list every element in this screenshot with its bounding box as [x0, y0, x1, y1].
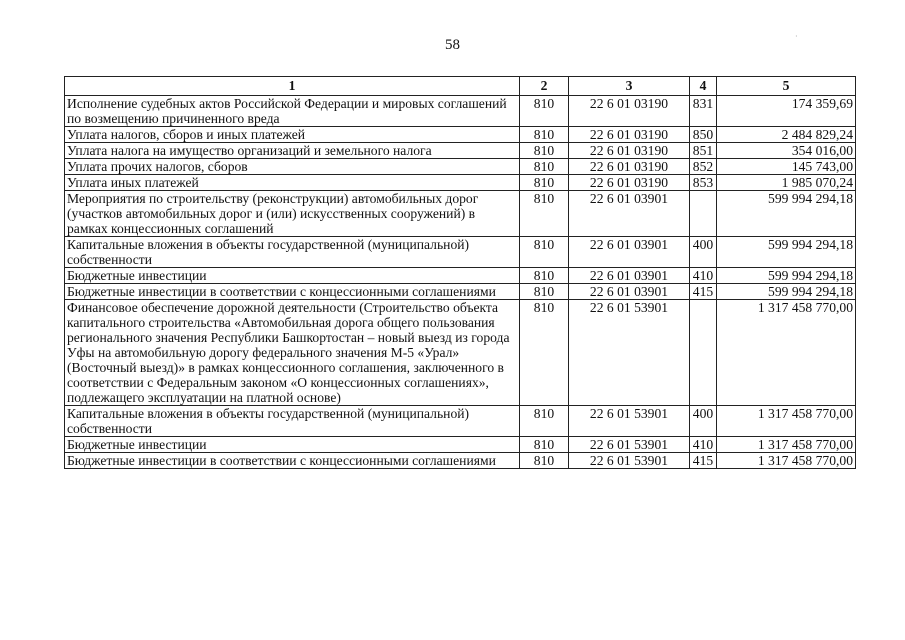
row-name-cell: Уплата налога на имущество организаций и земельного налога — [65, 143, 520, 159]
row-amount-cell: 354 016,00 — [717, 143, 856, 159]
table-row — [65, 300, 856, 406]
row-code-cell: 810 — [520, 284, 569, 300]
row-type-cell: 852 — [690, 159, 717, 175]
row-article-cell: 22 6 01 03901 — [569, 237, 690, 268]
row-article-cell: 22 6 01 03190 — [569, 159, 690, 175]
row-article-cell: 22 6 01 03190 — [569, 127, 690, 143]
row-code-cell: 810 — [520, 143, 569, 159]
row-name-cell: Капитальные вложения в объекты государственной (муниципальной) собственности — [65, 406, 520, 437]
row-amount-cell: 599 994 294,18 — [717, 268, 856, 284]
row-code-cell: 810 — [520, 191, 569, 237]
table-row — [65, 453, 856, 469]
row-type-cell: 415 — [690, 284, 717, 300]
table-row — [65, 237, 856, 268]
row-type-cell: 415 — [690, 453, 717, 469]
row-type-cell: 851 — [690, 143, 717, 159]
row-code-cell: 810 — [520, 96, 569, 127]
row-code-cell: 810 — [520, 437, 569, 453]
table-header — [65, 77, 856, 96]
row-type-cell: 410 — [690, 437, 717, 453]
row-type-cell — [690, 191, 717, 237]
table-row — [65, 175, 856, 191]
table-row — [65, 284, 856, 300]
row-type-cell: 850 — [690, 127, 717, 143]
row-amount-cell: 1 317 458 770,00 — [717, 406, 856, 437]
row-article-cell: 22 6 01 53901 — [569, 300, 690, 406]
header-col-3: 3 — [569, 77, 690, 96]
row-article-cell: 22 6 01 03190 — [569, 96, 690, 127]
row-type-cell: 853 — [690, 175, 717, 191]
row-code-cell: 810 — [520, 268, 569, 284]
table-row — [65, 143, 856, 159]
row-amount-cell: 1 317 458 770,00 — [717, 437, 856, 453]
header-row — [65, 77, 856, 96]
row-amount-cell: 2 484 829,24 — [717, 127, 856, 143]
row-name-cell: Исполнение судебных актов Российской Федерации и мировых соглашений по возмещению причиненного вреда — [65, 96, 520, 127]
row-code-cell: 810 — [520, 453, 569, 469]
row-code-cell: 810 — [520, 406, 569, 437]
row-article-cell: 22 6 01 03190 — [569, 143, 690, 159]
row-name-cell: Бюджетные инвестиции в соответствии с концессионными соглашениями — [65, 284, 520, 300]
row-code-cell: 810 — [520, 175, 569, 191]
row-name-cell: Бюджетные инвестиции — [65, 268, 520, 284]
table-row — [65, 127, 856, 143]
row-amount-cell: 599 994 294,18 — [717, 237, 856, 268]
row-code-cell: 810 — [520, 237, 569, 268]
row-amount-cell: 174 359,69 — [717, 96, 856, 127]
row-amount-cell: 1 317 458 770,00 — [717, 453, 856, 469]
row-type-cell: 400 — [690, 237, 717, 268]
row-name-cell: Уплата иных платежей — [65, 175, 520, 191]
row-name-cell: Уплата налогов, сборов и иных платежей — [65, 127, 520, 143]
row-name-cell: Капитальные вложения в объекты государственной (муниципальной) собственности — [65, 237, 520, 268]
row-type-cell: 400 — [690, 406, 717, 437]
table-row — [65, 268, 856, 284]
row-amount-cell: 145 743,00 — [717, 159, 856, 175]
row-article-cell: 22 6 01 03901 — [569, 284, 690, 300]
header-col-1: 1 — [65, 77, 520, 96]
row-name-cell: Бюджетные инвестиции — [65, 437, 520, 453]
row-amount-cell: 599 994 294,18 — [717, 191, 856, 237]
row-article-cell: 22 6 01 03901 — [569, 191, 690, 237]
row-code-cell: 810 — [520, 127, 569, 143]
row-amount-cell: 599 994 294,18 — [717, 284, 856, 300]
row-name-cell: Бюджетные инвестиции в соответствии с концессионными соглашениями — [65, 453, 520, 469]
row-name-cell: Финансовое обеспечение дорожной деятельности (Строительство объекта капитального строительства «Автомобильная дорога общего пользования регионального значения Республики Башкортостан – новый выезд из города Уфы на автомобильную дорогу федерального значения М-5 «Урал» (Восточный выезд)» в рамках концессионного соглашения, заключенного в соответствии с Федеральным законом «О концессионных соглашениях», подлежащего эксплуатации на платной основе) — [65, 300, 520, 406]
table-row — [65, 406, 856, 437]
table-row — [65, 191, 856, 237]
budget-table — [64, 76, 856, 469]
scan-speck: · — [795, 32, 798, 41]
row-article-cell: 22 6 01 03901 — [569, 268, 690, 284]
header-col-2: 2 — [520, 77, 569, 96]
row-article-cell: 22 6 01 53901 — [569, 437, 690, 453]
table-row — [65, 159, 856, 175]
row-name-cell: Мероприятия по строительству (реконструкции) автомобильных дорог (участков автомобильных дорог и (или) искусственных сооружений) в рамках концессионных соглашений — [65, 191, 520, 237]
row-article-cell: 22 6 01 53901 — [569, 453, 690, 469]
table-body — [65, 96, 856, 469]
row-name-cell: Уплата прочих налогов, сборов — [65, 159, 520, 175]
row-article-cell: 22 6 01 03190 — [569, 175, 690, 191]
row-code-cell: 810 — [520, 159, 569, 175]
header-col-5: 5 — [717, 77, 856, 96]
row-type-cell — [690, 300, 717, 406]
table-row — [65, 96, 856, 127]
page-number: 58 — [445, 37, 460, 53]
row-amount-cell: 1 317 458 770,00 — [717, 300, 856, 406]
row-type-cell: 831 — [690, 96, 717, 127]
row-amount-cell: 1 985 070,24 — [717, 175, 856, 191]
header-col-4: 4 — [690, 77, 717, 96]
row-code-cell: 810 — [520, 300, 569, 406]
row-type-cell: 410 — [690, 268, 717, 284]
table-row — [65, 437, 856, 453]
row-article-cell: 22 6 01 53901 — [569, 406, 690, 437]
